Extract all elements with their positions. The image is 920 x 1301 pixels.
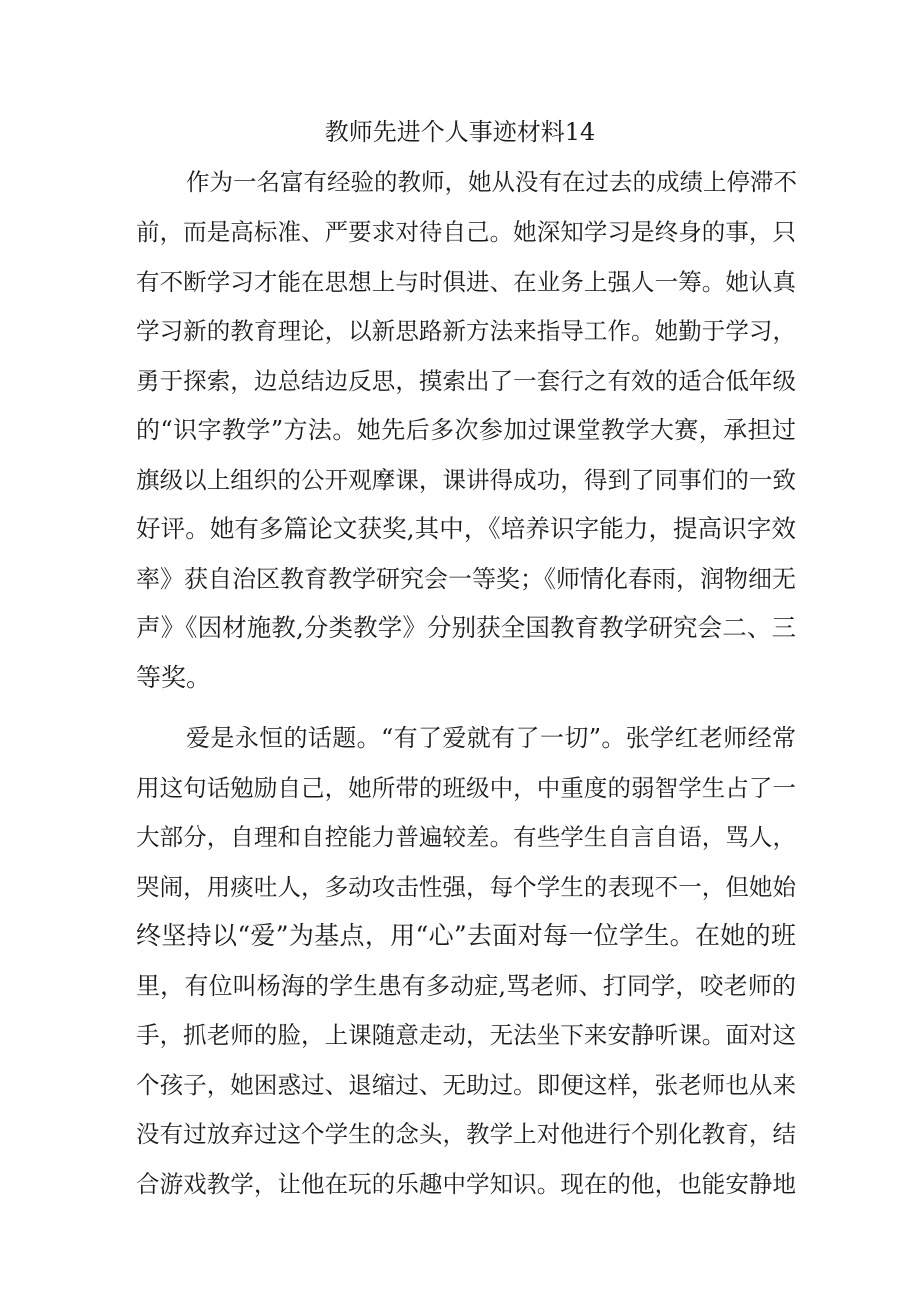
paragraph-1-line-8: 好评。她有多篇论文获奖,其中，《培养识字能力，提高识字效	[136, 514, 796, 543]
paragraph-1-line-2: 前，而是高标准、严要求对待自己。她深知学习是终身的事，只	[136, 218, 796, 246]
paragraph-2-line-8: 个孩子，她困惑过、退缩过、无助过。即便这样，张老师也从来	[136, 1071, 796, 1099]
paragraph-2-line-3: 大部分，自理和自控能力普遍较差。有些学生自言自语，骂人，	[136, 823, 796, 851]
paragraph-1-line-7: 旗级以上组织的公开观摩课，课讲得成功，得到了同事们的一致	[136, 466, 796, 494]
paragraph-2-line-5: 终坚持以“爱”为基点，用“心”去面对每一位学生。在她的班	[136, 921, 796, 950]
paragraph-1-line-5: 勇于探索，边总结边反思，摸索出了一套行之有效的适合低年级	[136, 367, 796, 395]
paragraph-2-line-2: 用这句话勉励自己，她所带的班级中，中重度的弱智学生占了一	[136, 774, 796, 802]
document-title: 教师先进个人事迹材料14	[324, 118, 596, 146]
paragraph-1-line-3: 有不断学习才能在思想上与时俱进、在业务上强人一筹。她认真	[136, 268, 796, 296]
paragraph-1-line-4: 学习新的教育理论，以新思路新方法来指导工作。她勤于学习，	[136, 317, 796, 345]
paragraph-1-line-9: 率》获自治区教育教学研究会一等奖；《师情化春雨，润物细无	[136, 565, 796, 593]
paragraph-2-line-6: 里，有位叫杨海的学生患有多动症,骂老师、打同学，咬老师的	[136, 972, 796, 1000]
paragraph-1-line-1: 作为一名富有经验的教师，她从没有在过去的成绩上停滞不	[186, 168, 797, 196]
paragraph-1-line-11: 等奖。	[136, 663, 212, 692]
paragraph-1-line-6: 的“识字教学”方法。她先后多次参加过课堂教学大赛，承担过	[136, 416, 796, 444]
paragraph-2-line-7: 手，抓老师的脸，上课随意走动，无法坐下来安静听课。面对这	[136, 1021, 796, 1049]
paragraph-2-line-9: 没有过放弃过这个学生的念头，教学上对他进行个别化教育，结	[136, 1120, 796, 1148]
paragraph-2-line-4: 哭闹，用痰吐人，多动攻击性强，每个学生的表现不一，但她始	[136, 873, 796, 901]
paragraph-2-line-1: 爱是永恒的话题。“有了爱就有了一切”。张学红老师经常	[186, 724, 796, 752]
paragraph-1-line-10: 声》《因材施教,分类教学》分别获全国教育教学研究会二、三	[136, 613, 796, 642]
paragraph-2-line-10: 合游戏教学，让他在玩的乐趣中学知识。现在的他，也能安静地	[136, 1170, 796, 1198]
